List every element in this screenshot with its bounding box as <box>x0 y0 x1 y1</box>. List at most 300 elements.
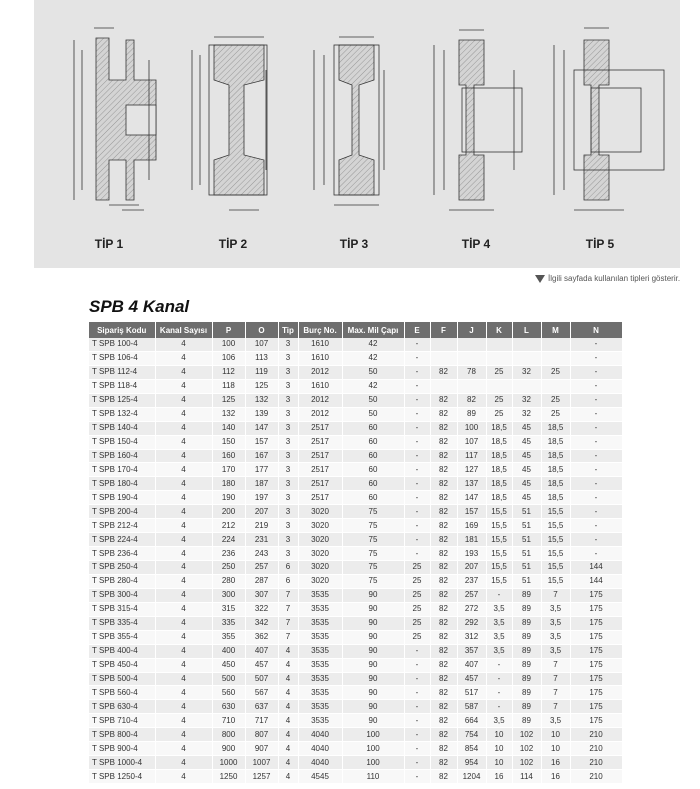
table-cell: 75 <box>342 533 404 547</box>
table-cell: 100 <box>342 756 404 770</box>
table-cell: 125 <box>245 379 278 393</box>
table-cell: 3535 <box>298 644 342 658</box>
table-cell: T SPB 190-4 <box>89 491 155 505</box>
table-cell: 4 <box>155 672 212 686</box>
table-cell: 18,5 <box>486 463 512 477</box>
table-cell: T SPB 212-4 <box>89 519 155 533</box>
table-cell: 100 <box>342 728 404 742</box>
table-cell: 51 <box>512 519 541 533</box>
table-cell: - <box>404 672 430 686</box>
table-cell: 854 <box>457 742 486 756</box>
table-cell: 210 <box>570 742 622 756</box>
table-cell: 7 <box>278 630 298 644</box>
table-cell: 4 <box>155 519 212 533</box>
table-cell: 90 <box>342 658 404 672</box>
table-cell: 15,5 <box>541 561 570 575</box>
table-cell: 243 <box>245 547 278 561</box>
column-header: Burç No. <box>298 322 342 338</box>
table-cell: 18,5 <box>541 477 570 491</box>
table-cell: - <box>404 714 430 728</box>
table-cell: 4 <box>155 547 212 561</box>
column-header: L <box>512 322 541 338</box>
table-cell: 307 <box>245 588 278 602</box>
table-cell: 3,5 <box>486 602 512 616</box>
column-header: Kanal Sayısı <box>155 322 212 338</box>
table-cell: 1610 <box>298 379 342 393</box>
table-cell: 187 <box>245 477 278 491</box>
table-cell: 82 <box>430 686 457 700</box>
table-cell: 82 <box>430 533 457 547</box>
table-cell: - <box>404 435 430 449</box>
table-cell: T SPB 1250-4 <box>89 770 155 784</box>
table-cell: 45 <box>512 463 541 477</box>
table-cell: 180 <box>212 477 245 491</box>
table-cell: 60 <box>342 491 404 505</box>
table-cell <box>457 351 486 365</box>
table-cell: 517 <box>457 686 486 700</box>
table-cell <box>512 379 541 393</box>
table-cell: 147 <box>457 491 486 505</box>
table-cell: 3 <box>278 491 298 505</box>
table-row <box>89 602 622 616</box>
table-cell: - <box>570 351 622 365</box>
table-cell: 4 <box>278 770 298 784</box>
table-cell: 175 <box>570 658 622 672</box>
table-cell: 3 <box>278 421 298 435</box>
table-cell: 90 <box>342 630 404 644</box>
column-header: Tip <box>278 322 298 338</box>
table-cell: 3020 <box>298 533 342 547</box>
table-cell: 167 <box>245 449 278 463</box>
table-cell: 82 <box>430 728 457 742</box>
table-cell: T SPB 118-4 <box>89 379 155 393</box>
table-cell: 75 <box>342 547 404 561</box>
table-row <box>89 379 622 393</box>
table-cell: 60 <box>342 463 404 477</box>
table-cell: 190 <box>212 491 245 505</box>
table-cell: 60 <box>342 421 404 435</box>
table-cell: 4 <box>278 686 298 700</box>
table-cell: 4 <box>155 644 212 658</box>
table-cell: 82 <box>430 421 457 435</box>
table-cell: 4 <box>155 756 212 770</box>
table-cell: 82 <box>430 658 457 672</box>
table-cell: 25 <box>404 616 430 630</box>
table-cell: 10 <box>486 756 512 770</box>
table-cell: 4 <box>155 365 212 379</box>
table-cell: 3 <box>278 463 298 477</box>
table-cell: 18,5 <box>541 421 570 435</box>
table-cell: 3535 <box>298 714 342 728</box>
table-cell: 2012 <box>298 365 342 379</box>
table-cell: 257 <box>245 561 278 575</box>
table-cell: 3 <box>278 351 298 365</box>
table-cell: - <box>570 505 622 519</box>
table-cell: T SPB 800-4 <box>89 728 155 742</box>
table-cell: - <box>404 742 430 756</box>
table-cell <box>512 351 541 365</box>
table-cell: - <box>404 393 430 407</box>
table-cell: 144 <box>570 561 622 575</box>
table-cell: - <box>404 519 430 533</box>
table-cell: - <box>486 672 512 686</box>
table-cell: - <box>404 770 430 784</box>
table-cell: 3020 <box>298 547 342 561</box>
table-cell: 175 <box>570 588 622 602</box>
table-cell: - <box>570 449 622 463</box>
tip-4-drawing <box>434 30 522 210</box>
table-cell: - <box>404 505 430 519</box>
table-cell: 100 <box>342 742 404 756</box>
table-cell: 10 <box>541 728 570 742</box>
table-cell: 137 <box>457 477 486 491</box>
table-cell: 32 <box>512 407 541 421</box>
table-cell <box>512 338 541 351</box>
table-cell: - <box>570 519 622 533</box>
table-cell: 4 <box>155 351 212 365</box>
table-cell: 82 <box>430 588 457 602</box>
table-cell: - <box>570 407 622 421</box>
table-cell: 907 <box>245 742 278 756</box>
table-cell: 807 <box>245 728 278 742</box>
table-row <box>89 393 622 407</box>
table-cell: 25 <box>486 365 512 379</box>
table-cell: 7 <box>278 588 298 602</box>
table-cell: 224 <box>212 533 245 547</box>
table-cell: 457 <box>457 672 486 686</box>
table-cell: 362 <box>245 630 278 644</box>
table-cell: 90 <box>342 602 404 616</box>
table-cell: 4 <box>278 728 298 742</box>
table-cell: 3535 <box>298 672 342 686</box>
table-cell: T SPB 250-4 <box>89 561 155 575</box>
tip-4-label: TİP 4 <box>461 237 491 251</box>
table-cell: 82 <box>430 435 457 449</box>
table-cell: 207 <box>245 505 278 519</box>
table-cell: 272 <box>457 602 486 616</box>
table-cell: 292 <box>457 616 486 630</box>
table-cell: 82 <box>430 672 457 686</box>
table-cell: - <box>404 644 430 658</box>
table-cell: 630 <box>212 700 245 714</box>
table-cell: 193 <box>457 547 486 561</box>
table-cell: 75 <box>342 505 404 519</box>
table-cell: T SPB 112-4 <box>89 365 155 379</box>
table-row <box>89 491 622 505</box>
table-cell: 25 <box>486 393 512 407</box>
table-cell: 15,5 <box>486 533 512 547</box>
table-cell: 45 <box>512 435 541 449</box>
table-cell: - <box>404 463 430 477</box>
table-cell: 717 <box>245 714 278 728</box>
table-cell: 127 <box>457 463 486 477</box>
table-cell: - <box>570 477 622 491</box>
section-title: SPB 4 Kanal <box>89 297 190 316</box>
table-cell: 144 <box>570 574 622 588</box>
table-cell: 90 <box>342 672 404 686</box>
column-header: O <box>245 322 278 338</box>
table-cell: 89 <box>512 644 541 658</box>
table-cell: 90 <box>342 714 404 728</box>
table-cell: 132 <box>212 407 245 421</box>
table-row <box>89 351 622 365</box>
table-cell: 4 <box>155 338 212 351</box>
table-row <box>89 630 622 644</box>
table-row <box>89 588 622 602</box>
table-cell: 42 <box>342 338 404 351</box>
table-cell: T SPB 224-4 <box>89 533 155 547</box>
table-cell: 15,5 <box>541 519 570 533</box>
table-cell: 50 <box>342 365 404 379</box>
table-cell: 197 <box>245 491 278 505</box>
table-cell: 60 <box>342 477 404 491</box>
table-row <box>89 742 622 756</box>
table-cell: 3535 <box>298 602 342 616</box>
table-cell: 51 <box>512 547 541 561</box>
table-cell: 82 <box>430 365 457 379</box>
table-cell: - <box>570 379 622 393</box>
table-cell: 18,5 <box>541 463 570 477</box>
table-cell: 4040 <box>298 742 342 756</box>
table-cell: 25 <box>404 602 430 616</box>
table-cell: 4 <box>278 714 298 728</box>
table-row <box>89 700 622 714</box>
table-cell: T SPB 280-4 <box>89 574 155 588</box>
table-cell: 3 <box>278 533 298 547</box>
table-cell: - <box>404 351 430 365</box>
table-cell <box>430 351 457 365</box>
table-cell: T SPB 400-4 <box>89 644 155 658</box>
table-cell: 25 <box>541 393 570 407</box>
table-cell: 357 <box>457 644 486 658</box>
table-cell <box>541 351 570 365</box>
table-cell: 3,5 <box>486 616 512 630</box>
table-cell: 4 <box>155 491 212 505</box>
table-cell: 4 <box>155 630 212 644</box>
table-cell: T SPB 900-4 <box>89 742 155 756</box>
types-note <box>535 274 680 283</box>
table-cell: 175 <box>570 672 622 686</box>
table-cell: T SPB 150-4 <box>89 435 155 449</box>
table-cell: 3 <box>278 338 298 351</box>
table-cell: 75 <box>342 561 404 575</box>
table-cell: 82 <box>430 477 457 491</box>
tip-1-label: TİP 1 <box>94 237 124 251</box>
table-cell: 157 <box>457 505 486 519</box>
table-row <box>89 686 622 700</box>
table-cell: 82 <box>430 449 457 463</box>
table-cell: 7 <box>541 686 570 700</box>
table-cell: 3020 <box>298 505 342 519</box>
table-cell: - <box>404 338 430 351</box>
table-cell: 132 <box>245 393 278 407</box>
table-cell: 175 <box>570 700 622 714</box>
table-cell: 219 <box>245 519 278 533</box>
table-cell: 280 <box>212 574 245 588</box>
tip-2-drawing <box>192 37 267 210</box>
column-header: F <box>430 322 457 338</box>
table-cell: 2517 <box>298 449 342 463</box>
table-cell <box>486 351 512 365</box>
table-cell: 15,5 <box>486 561 512 575</box>
table-row <box>89 505 622 519</box>
table-cell: 82 <box>430 644 457 658</box>
table-cell: 1204 <box>457 770 486 784</box>
table-cell: 4 <box>155 407 212 421</box>
table-cell: T SPB 140-4 <box>89 421 155 435</box>
table-row <box>89 365 622 379</box>
table-row <box>89 519 622 533</box>
table-cell: 82 <box>430 770 457 784</box>
table-cell: 107 <box>245 338 278 351</box>
table-cell: 3,5 <box>541 602 570 616</box>
table-cell: 102 <box>512 742 541 756</box>
table-cell: 107 <box>457 435 486 449</box>
table-cell: T SPB 236-4 <box>89 547 155 561</box>
table-row <box>89 421 622 435</box>
table-cell: T SPB 132-4 <box>89 407 155 421</box>
table-cell: - <box>570 533 622 547</box>
table-cell: 664 <box>457 714 486 728</box>
table-cell: 16 <box>541 770 570 784</box>
table-cell: 4 <box>278 756 298 770</box>
table-cell: - <box>404 700 430 714</box>
table-cell: 89 <box>512 588 541 602</box>
table-cell: 10 <box>541 742 570 756</box>
table-cell: 50 <box>342 407 404 421</box>
table-row <box>89 547 622 561</box>
table-cell: 100 <box>212 338 245 351</box>
table-cell: - <box>404 728 430 742</box>
table-cell: 2012 <box>298 393 342 407</box>
column-header: E <box>404 322 430 338</box>
table-row <box>89 644 622 658</box>
table-row <box>89 463 622 477</box>
table-cell: 90 <box>342 686 404 700</box>
table-cell: 212 <box>212 519 245 533</box>
table-row <box>89 338 622 351</box>
table-cell: 4 <box>278 644 298 658</box>
table-cell: 82 <box>430 393 457 407</box>
table-cell: 315 <box>212 602 245 616</box>
table-cell: 45 <box>512 477 541 491</box>
table-cell: T SPB 100-4 <box>89 338 155 351</box>
table-cell: 1000 <box>212 756 245 770</box>
table-cell: T SPB 450-4 <box>89 658 155 672</box>
tip-3-drawing <box>314 37 384 205</box>
table-cell: 118 <box>212 379 245 393</box>
table-cell: 4 <box>278 658 298 672</box>
table-cell: 4 <box>155 435 212 449</box>
table-cell: 4 <box>155 463 212 477</box>
table-cell: 3535 <box>298 700 342 714</box>
table-cell: 3 <box>278 379 298 393</box>
table-cell: 89 <box>512 616 541 630</box>
table-cell: 1610 <box>298 338 342 351</box>
table-cell: 3020 <box>298 574 342 588</box>
table-cell: 231 <box>245 533 278 547</box>
table-cell: 3 <box>278 365 298 379</box>
table-cell: 82 <box>430 574 457 588</box>
table-cell: 637 <box>245 700 278 714</box>
table-cell: 175 <box>570 616 622 630</box>
tip-2-label: TİP 2 <box>218 237 248 251</box>
table-cell: 210 <box>570 728 622 742</box>
table-cell: 75 <box>342 574 404 588</box>
table-cell: 7 <box>541 700 570 714</box>
table-cell: 42 <box>342 351 404 365</box>
column-header: N <box>570 322 622 338</box>
table-cell: T SPB 630-4 <box>89 700 155 714</box>
table-cell: 89 <box>512 602 541 616</box>
table-cell: 560 <box>212 686 245 700</box>
table-cell: 250 <box>212 561 245 575</box>
table-cell: 3020 <box>298 561 342 575</box>
table-row <box>89 616 622 630</box>
table-cell: 7 <box>541 588 570 602</box>
table-cell: 82 <box>430 756 457 770</box>
table-cell: 2517 <box>298 435 342 449</box>
table-cell: 82 <box>430 505 457 519</box>
table-cell: 89 <box>512 700 541 714</box>
table-cell: 236 <box>212 547 245 561</box>
table-cell: 82 <box>430 714 457 728</box>
table-cell: 3535 <box>298 658 342 672</box>
table-cell: - <box>404 365 430 379</box>
table-cell: 237 <box>457 574 486 588</box>
table-cell: 45 <box>512 491 541 505</box>
table-cell: 169 <box>457 519 486 533</box>
table-cell: - <box>486 588 512 602</box>
column-header: Sipariş Kodu <box>89 322 155 338</box>
table-cell: 1257 <box>245 770 278 784</box>
tip-3-label: TİP 3 <box>339 237 369 251</box>
table-cell: 4 <box>278 700 298 714</box>
table-cell: 4 <box>155 505 212 519</box>
table-cell: 42 <box>342 379 404 393</box>
table-cell: 322 <box>245 602 278 616</box>
table-cell: 157 <box>245 435 278 449</box>
table-cell <box>430 338 457 351</box>
table-cell <box>430 379 457 393</box>
table-cell: T SPB 160-4 <box>89 449 155 463</box>
table-cell: 3 <box>278 519 298 533</box>
table-cell: 4040 <box>298 728 342 742</box>
table-cell: 4 <box>155 742 212 756</box>
table-cell: 457 <box>245 658 278 672</box>
table-cell: 18,5 <box>541 491 570 505</box>
table-cell: 312 <box>457 630 486 644</box>
table-cell: 90 <box>342 700 404 714</box>
table-cell: 3 <box>278 407 298 421</box>
table-cell: 900 <box>212 742 245 756</box>
table-cell: 82 <box>430 602 457 616</box>
table-cell: 1250 <box>212 770 245 784</box>
table-cell: 10 <box>486 728 512 742</box>
table-cell: 60 <box>342 435 404 449</box>
table-cell: - <box>404 407 430 421</box>
table-cell: 10 <box>486 742 512 756</box>
table-row <box>89 714 622 728</box>
table-row <box>89 561 622 575</box>
table-cell: 3 <box>278 393 298 407</box>
table-cell: - <box>404 379 430 393</box>
tip-5-label: TİP 5 <box>585 237 615 251</box>
table-cell: T SPB 180-4 <box>89 477 155 491</box>
table-cell: 342 <box>245 616 278 630</box>
table-cell: 89 <box>512 686 541 700</box>
table-cell: 50 <box>342 393 404 407</box>
